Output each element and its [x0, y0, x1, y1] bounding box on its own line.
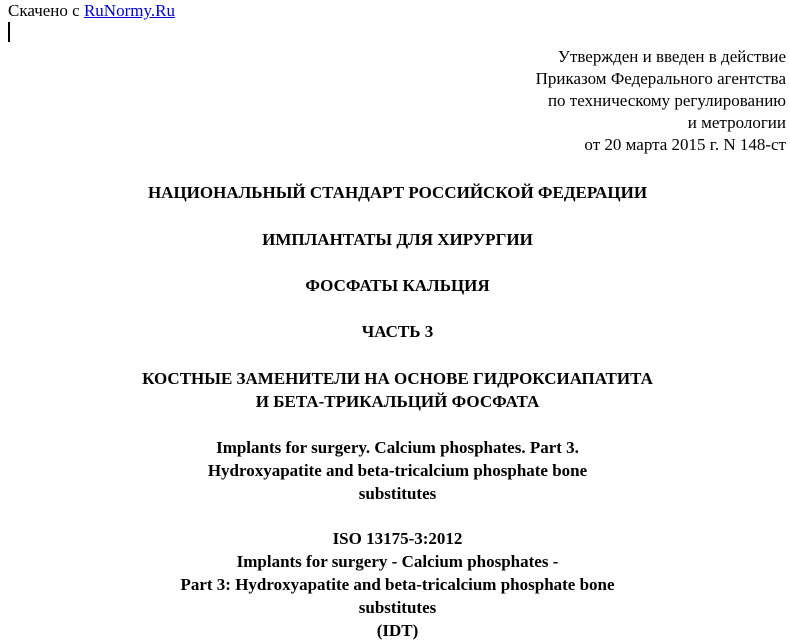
iso-line: Part 3: Hydroxyapatite and beta-tricalcium phosphate bone — [180, 575, 615, 594]
source-link[interactable]: RuNormy.Ru — [83, 1, 175, 20]
approval-line: по техническому регулированию — [547, 91, 786, 110]
approval-line: от 20 марта 2015 г. N 148-ст — [584, 135, 786, 154]
part-title-line: КОСТНЫЕ ЗАМЕНИТЕЛИ НА ОСНОВЕ ГИДРОКСИАПАТИТА — [142, 369, 653, 388]
english-title-line: Implants for surgery. Calcium phosphates. Part 3. — [216, 438, 579, 457]
iso-reference — [0, 527, 790, 642]
approval-line: Утвержден и введен в действие — [557, 47, 786, 66]
approval-block — [536, 46, 786, 156]
source-prefix: Скачено с — [8, 1, 84, 20]
iso-line: Implants for surgery - Calcium phosphates - — [236, 552, 559, 571]
approval-line: Приказом Федерального агентства — [535, 69, 786, 88]
english-title — [0, 436, 790, 505]
source-line — [8, 1, 175, 21]
english-title-line: substitutes — [358, 484, 437, 503]
standard-subject: ИМПЛАНТАТЫ ДЛЯ ХИРУРГИИ — [262, 230, 533, 249]
iso-line: (IDT) — [376, 621, 419, 640]
approval-line: и метрологии — [687, 113, 786, 132]
standard-subtitle: ФОСФАТЫ КАЛЬЦИЯ — [305, 276, 490, 295]
standard-title: НАЦИОНАЛЬНЫЙ СТАНДАРТ РОССИЙСКОЙ ФЕДЕРАЦИИ — [147, 183, 648, 202]
standard-part: ЧАСТЬ 3 — [361, 322, 434, 341]
part-title — [0, 367, 790, 413]
part-title-line: И БЕТА-ТРИКАЛЬЦИЙ ФОСФАТА — [255, 392, 540, 411]
iso-line: substitutes — [358, 598, 437, 617]
english-title-line: Hydroxyapatite and beta-tricalcium phosphate bone — [207, 461, 588, 480]
iso-line: ISO 13175-3:2012 — [332, 529, 463, 548]
text-cursor — [8, 22, 10, 42]
